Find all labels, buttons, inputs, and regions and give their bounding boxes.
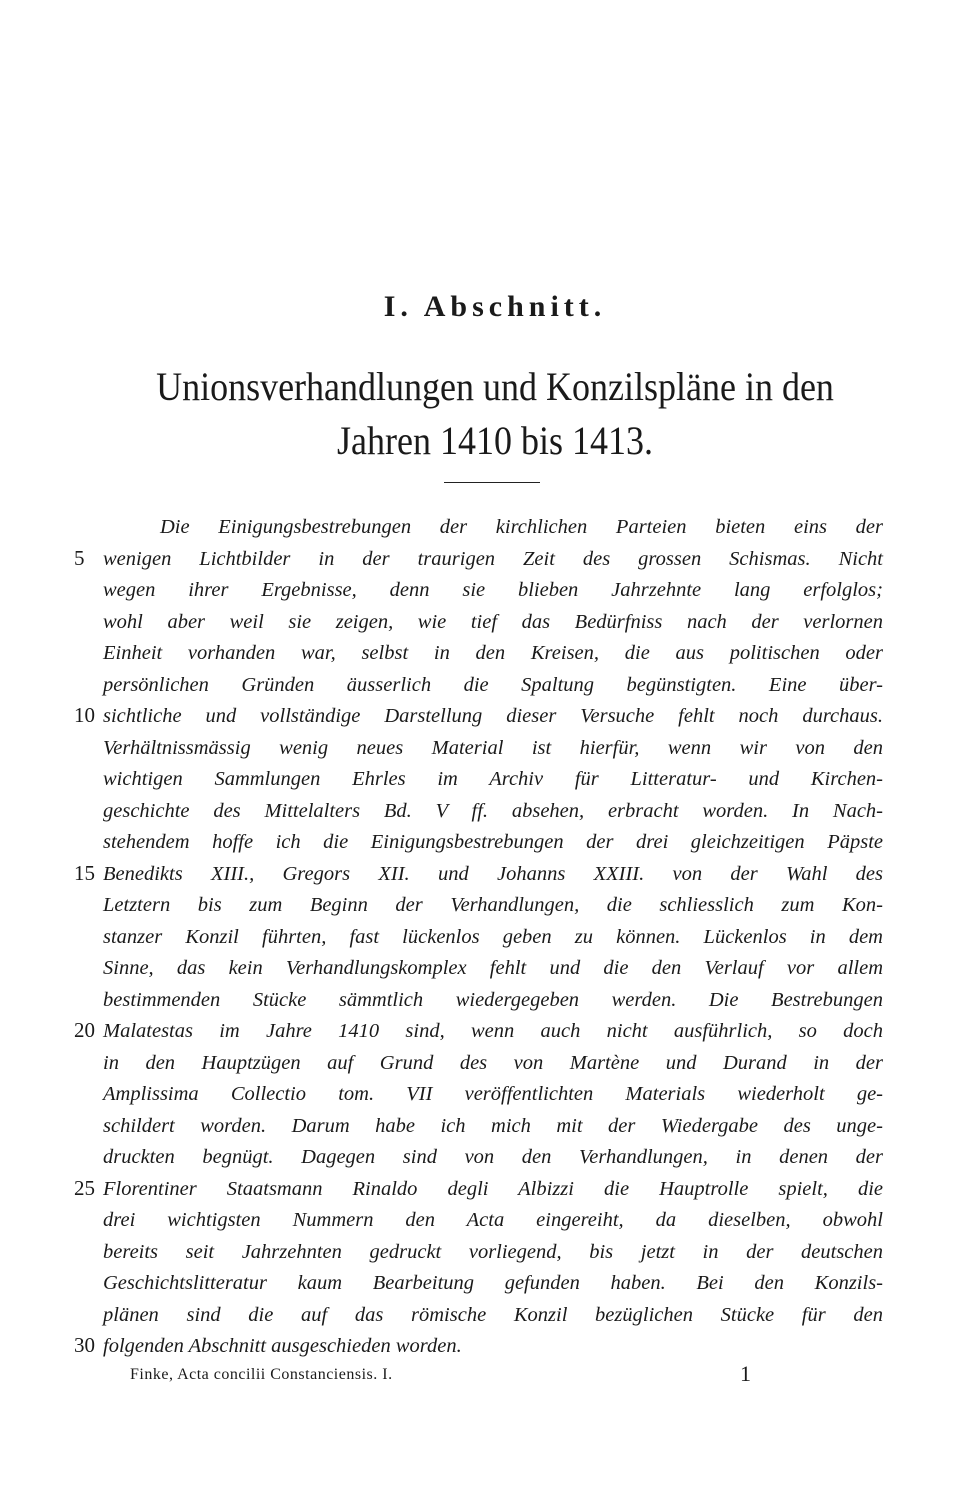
text-line	[0, 512, 960, 544]
line-number: 20	[74, 1018, 95, 1042]
line-number: 15	[74, 860, 95, 885]
line-text: Verhältnissmässig wenig neues Material ist hierfür, wenn wir von den	[103, 736, 883, 759]
text-line	[0, 953, 960, 985]
line-text: bereits seit Jahrzehnten gedruckt vorliegend, bis jetzt in der deutschen	[103, 1240, 883, 1263]
text-line	[0, 575, 960, 607]
line-text: persönlichen Gründen äusserlich die Spaltung begünstigten. Eine über-	[103, 673, 883, 696]
line-text: Florentiner Staatsmann Rinaldo degli Albizzi die Hauptrolle spielt, die	[103, 1177, 883, 1200]
line-text: stehendem hoffe ich die Einigungsbestrebungen der drei gleichzeitigen Päpste	[103, 831, 883, 853]
text-line	[0, 1111, 960, 1143]
line-text: Malatestas im Jahre 1410 sind, wenn auch nicht ausführlich, so doch	[103, 1020, 883, 1042]
body-text	[0, 512, 960, 1363]
line-text: wichtigen Sammlungen Ehrles im Archiv für Litteratur- und Kirchen-	[103, 768, 883, 790]
chapter-title	[140, 360, 851, 468]
line-text: Sinne, das kein Verhandlungskomplex fehlt und die den Verlauf vor allem	[103, 957, 883, 979]
line-text: wohl aber weil sie zeigen, wie tief das Bedürfniss nach der verlornen	[103, 610, 883, 633]
footer-source-citation: Finke, Acta concilii Constanciensis. I.	[130, 1366, 393, 1383]
text-line	[0, 670, 960, 702]
line-text: bestimmenden Stücke sämmtlich wiedergegeben werden. Die Bestrebungen	[103, 988, 883, 1011]
line-number: 5	[74, 545, 85, 570]
line-text: Einheit vorhanden war, selbst in den Kreisen, die aus politischen oder	[103, 642, 883, 664]
text-line	[0, 764, 960, 796]
line-text: stanzer Konzil führten, fast lückenlos geben zu können. Lückenlos in dem	[103, 925, 883, 948]
title-divider	[444, 482, 540, 483]
text-line	[0, 733, 960, 765]
text-line	[0, 544, 960, 576]
line-text: drei wichtigsten Nummern den Acta eingereiht, da dieselben, obwohl	[103, 1209, 883, 1231]
chapter-title-line-2: Jahren 1410 bis 1413.	[337, 418, 653, 463]
line-number: 25	[74, 1175, 95, 1200]
line-text: sichtliche und vollständige Darstellung dieser Versuche fehlt noch durchaus.	[103, 705, 883, 727]
section-heading: I. Abschnitt.	[383, 290, 607, 323]
text-line	[0, 1048, 960, 1080]
line-text: wegen ihrer Ergebnisse, denn sie blieben Jahrzehnte lang erfolglos;	[103, 579, 883, 601]
text-line	[0, 1142, 960, 1174]
text-line	[0, 1237, 960, 1269]
line-number: 10	[74, 703, 95, 727]
line-number: 30	[74, 1333, 95, 1357]
text-line	[0, 607, 960, 639]
text-line	[0, 859, 960, 891]
text-line	[0, 827, 960, 859]
line-text: Benedikts XIII., Gregors XII. und Johanns XXIII. von der Wahl des	[103, 862, 883, 885]
line-text: Amplissima Collectio tom. VII veröffentlichten Materials wiederholt ge-	[103, 1083, 883, 1105]
text-line	[0, 985, 960, 1017]
line-text: geschichte des Mittelalters Bd. V ff. absehen, erbracht worden. In Nach-	[103, 799, 883, 822]
line-text: druckten begnügt. Dagegen sind von den Verhandlungen, in denen der	[103, 1146, 883, 1168]
text-line	[0, 1016, 960, 1048]
chapter-title-line-1: Unionsverhandlungen und Konzilspläne in den	[156, 364, 834, 409]
page-number: 1	[740, 1361, 751, 1386]
line-text: Letztern bis zum Beginn der Verhandlungen, die schliesslich zum Kon-	[103, 894, 883, 916]
line-text: wenigen Lichtbilder in der traurigen Zeit des grossen Schismas. Nicht	[103, 547, 883, 570]
text-line	[0, 922, 960, 954]
text-line	[0, 1268, 960, 1300]
line-text: plänen sind die auf das römische Konzil bezüglichen Stücke für den	[103, 1303, 883, 1326]
text-line	[0, 1300, 960, 1332]
line-text: folgenden Abschnitt ausgeschieden worden.	[103, 1335, 462, 1357]
text-line	[0, 1079, 960, 1111]
text-line	[0, 890, 960, 922]
text-line	[0, 1331, 960, 1363]
text-line	[0, 638, 960, 670]
text-line	[0, 1205, 960, 1237]
text-line	[0, 1174, 960, 1206]
text-line	[0, 796, 960, 828]
text-line	[0, 701, 960, 733]
line-text: Geschichtslitteratur kaum Bearbeitung gefunden haben. Bei den Konzils-	[103, 1272, 883, 1294]
line-text: schildert worden. Darum habe ich mich mit der Wiedergabe des unge-	[103, 1114, 883, 1137]
line-text: in den Hauptzügen auf Grund des von Martène und Durand in der	[103, 1051, 883, 1074]
line-text: Die Einigungsbestrebungen der kirchlichen Parteien bieten eins der	[160, 516, 883, 538]
